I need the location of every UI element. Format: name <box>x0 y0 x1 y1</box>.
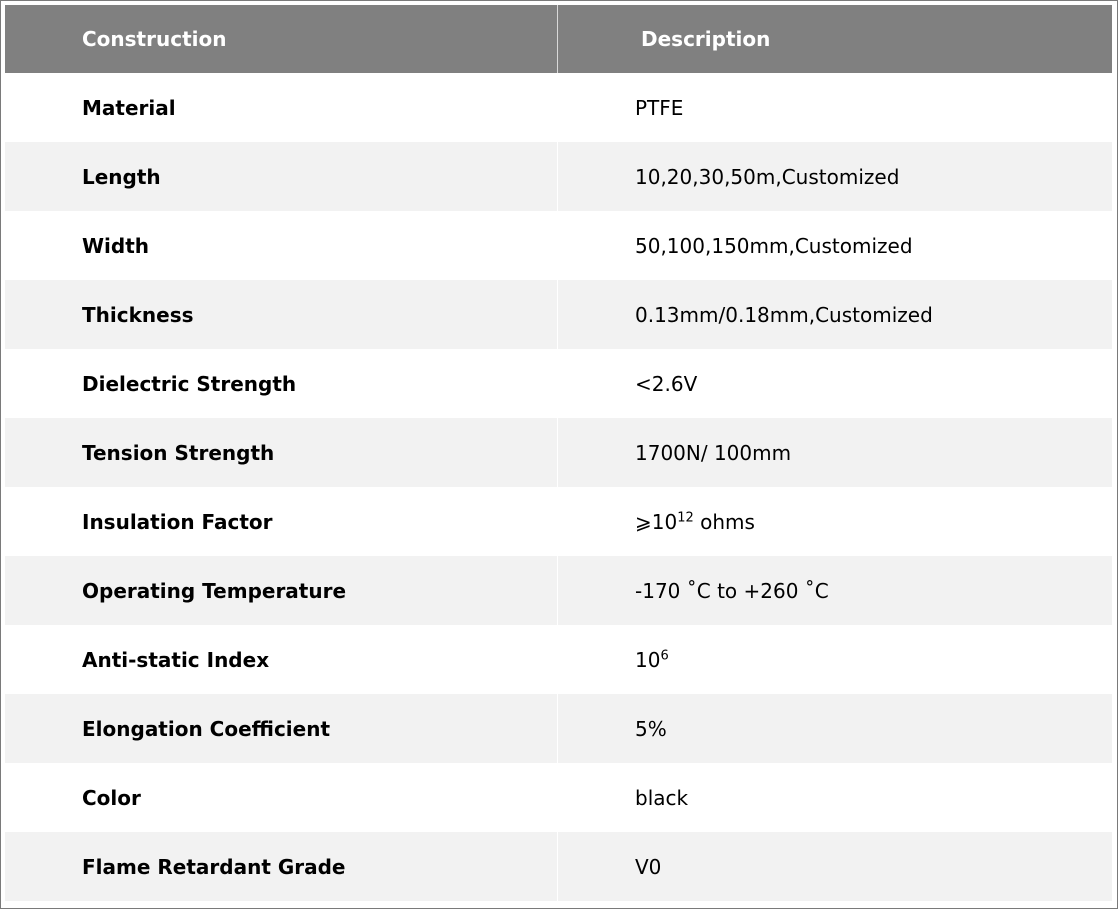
value-prefix: 10 <box>635 647 661 672</box>
table-row <box>5 142 1112 211</box>
table-row <box>5 832 1112 901</box>
row-key: Anti-static Index <box>5 625 558 694</box>
row-value <box>558 487 1112 556</box>
row-key: Length <box>5 142 558 211</box>
header-construction: Construction <box>5 5 558 73</box>
header-description: Description <box>558 5 1112 73</box>
table-row <box>5 763 1112 832</box>
row-value: PTFE <box>558 73 1112 142</box>
table-row <box>5 694 1112 763</box>
row-value: 1700N/ 100mm <box>558 418 1112 487</box>
table-row <box>5 211 1112 280</box>
row-value: V0 <box>558 832 1112 901</box>
table-row <box>5 280 1112 349</box>
table-row <box>5 625 1112 694</box>
row-value: black <box>558 763 1112 832</box>
table-row <box>5 349 1112 418</box>
table-header-row <box>5 5 1112 73</box>
row-key: Insulation Factor <box>5 487 558 556</box>
row-value: 0.13mm/0.18mm,Customized <box>558 280 1112 349</box>
value-exponent: 12 <box>677 509 694 525</box>
value-prefix: ⩾10 <box>635 509 678 534</box>
row-key: Dielectric Strength <box>5 349 558 418</box>
row-key: Thickness <box>5 280 558 349</box>
row-key: Elongation Coefficient <box>5 694 558 763</box>
table-row <box>5 556 1112 625</box>
row-value: 50,100,150mm,Customized <box>558 211 1112 280</box>
row-value: 10,20,30,50m,Customized <box>558 142 1112 211</box>
row-key: Operating Temperature <box>5 556 558 625</box>
table-row <box>5 487 1112 556</box>
row-value: 5% <box>558 694 1112 763</box>
row-key: Color <box>5 763 558 832</box>
value-suffix: ohms <box>693 509 755 534</box>
row-key: Flame Retardant Grade <box>5 832 558 901</box>
value-exponent: 6 <box>660 647 669 663</box>
table-row <box>5 73 1112 142</box>
row-key: Width <box>5 211 558 280</box>
row-key: Tension Strength <box>5 418 558 487</box>
row-value <box>558 625 1112 694</box>
spec-table <box>5 5 1112 901</box>
row-value: -170 ˚C to +260 ˚C <box>558 556 1112 625</box>
row-value: <2.6V <box>558 349 1112 418</box>
table-row <box>5 418 1112 487</box>
row-key: Material <box>5 73 558 142</box>
